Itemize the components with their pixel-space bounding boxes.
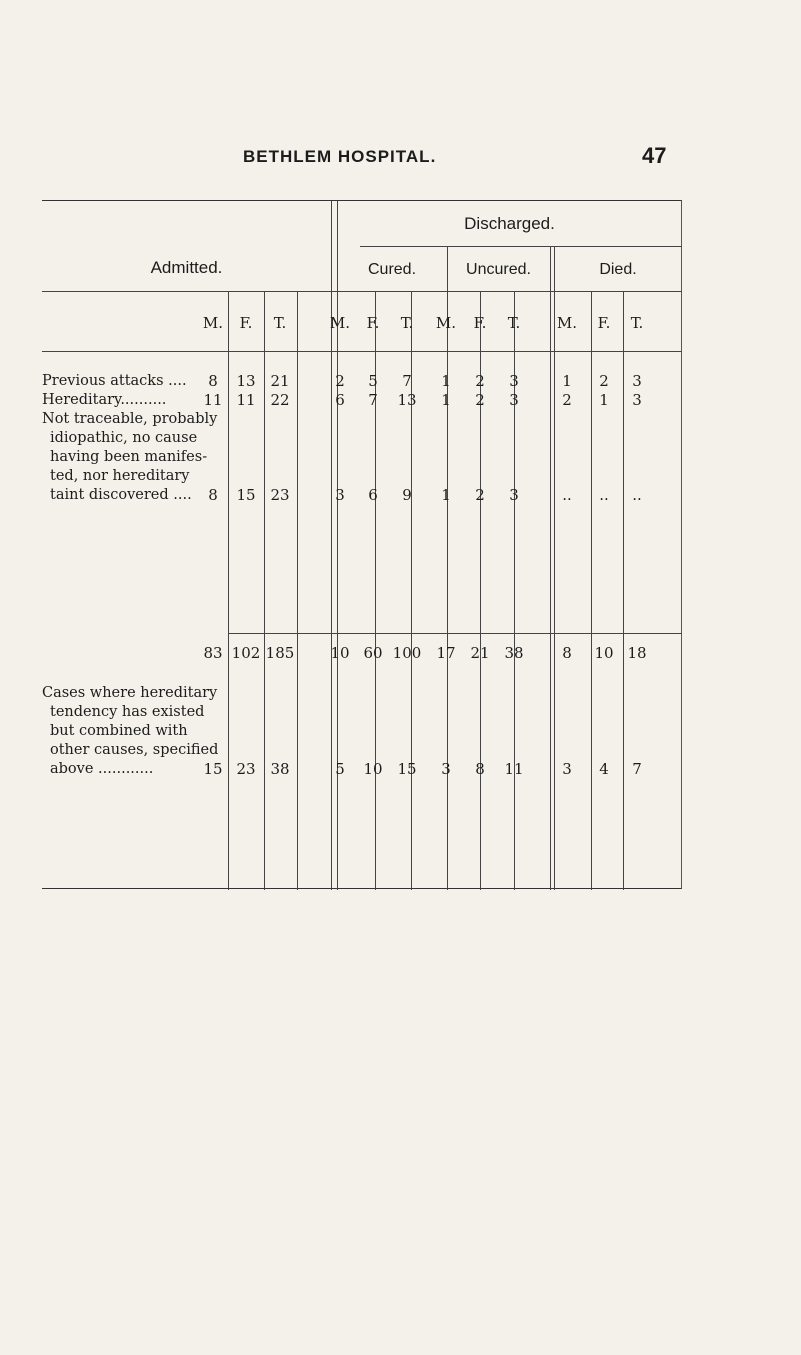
value-cell: 13 (397, 391, 417, 409)
rule-uncured-right-double (554, 246, 555, 890)
value-cell: 1 (441, 372, 451, 390)
row-label: Not traceable, probably (42, 411, 218, 427)
value-cell: 7 (632, 760, 642, 778)
rule-header-under (42, 291, 682, 292)
subhead-admitted-t: T. (273, 314, 287, 332)
value-cell: 4 (599, 760, 609, 778)
value-cell: 3 (632, 391, 642, 409)
value-cell: 3 (509, 391, 519, 409)
subhead-uncured-t: T. (507, 314, 521, 332)
subhead-admitted-f: F. (239, 314, 253, 332)
discharged-heading: Discharged. (464, 214, 555, 233)
uncured-heading: Uncured. (466, 261, 531, 278)
row-label: ted, nor hereditary (50, 468, 190, 484)
value-cell: .. (562, 486, 572, 504)
value-cell: 10 (363, 760, 383, 778)
value-cell: 1 (441, 486, 451, 504)
value-cell: 1 (599, 391, 609, 409)
subhead-cured-t: T. (400, 314, 414, 332)
value-cell: 3 (335, 486, 345, 504)
value-cell: 6 (335, 391, 345, 409)
subhead-uncured-f: F. (473, 314, 487, 332)
row-label: having been manifes- (50, 449, 208, 465)
running-title: BETHLEM HOSPITAL. (243, 147, 437, 166)
value-cell: 15 (236, 486, 256, 504)
subtotal-cell: 102 (231, 644, 261, 662)
value-cell: 1 (562, 372, 572, 390)
subhead-died-t: T. (630, 314, 644, 332)
value-cell: 7 (368, 391, 378, 409)
subtotal-cell: 17 (436, 644, 456, 662)
rule-cured-right (447, 246, 448, 890)
value-cell: 11 (203, 391, 223, 409)
value-cell: 13 (236, 372, 256, 390)
rule-uncured-right (550, 246, 551, 890)
value-cell: 21 (270, 372, 290, 390)
value-cell: 2 (475, 372, 485, 390)
running-header (0, 143, 801, 177)
value-cell: 3 (562, 760, 572, 778)
rule-admitted-right (331, 201, 332, 890)
cured-heading: Cured. (367, 261, 417, 278)
value-cell: 6 (368, 486, 378, 504)
subhead-cured-m: M. (329, 314, 351, 332)
rule-admitted-right-double (337, 201, 338, 890)
value-cell: 2 (562, 391, 572, 409)
row-label: Hereditary.......... (42, 392, 167, 408)
subtotal-cell: 10 (594, 644, 614, 662)
value-cell: 5 (368, 372, 378, 390)
row-label: above ............ (50, 761, 154, 777)
value-cell: 9 (402, 486, 412, 504)
subhead-uncured-m: M. (435, 314, 457, 332)
value-cell: 3 (509, 486, 519, 504)
value-cell: 8 (208, 372, 218, 390)
row-label: taint discovered .... (50, 487, 192, 503)
subtotal-cell: 185 (265, 644, 295, 662)
value-cell: 23 (270, 486, 290, 504)
subhead-cured-f: F. (366, 314, 380, 332)
row-label: Previous attacks .... (42, 373, 187, 389)
row-label: but combined with (50, 723, 188, 739)
subhead-died-f: F. (597, 314, 611, 332)
subhead-admitted-m: M. (202, 314, 224, 332)
subtotal-cell: 83 (203, 644, 223, 662)
row-label: Cases where hereditary (42, 685, 218, 701)
value-cell: 7 (402, 372, 412, 390)
died-heading: Died. (599, 261, 637, 278)
value-cell: .. (632, 486, 642, 504)
value-cell: 1 (441, 391, 451, 409)
admitted-heading: Admitted. (150, 258, 223, 277)
value-cell: 3 (632, 372, 642, 390)
value-cell: 8 (475, 760, 485, 778)
row-label: other causes, specified (50, 742, 219, 758)
value-cell: 2 (599, 372, 609, 390)
subtotal-cell: 10 (330, 644, 350, 662)
value-cell: 15 (397, 760, 417, 778)
value-cell: 22 (270, 391, 290, 409)
value-cell: 2 (475, 486, 485, 504)
subtotal-cell: 18 (627, 644, 647, 662)
value-cell: 3 (441, 760, 451, 778)
page-number: 47 (642, 143, 667, 168)
value-cell: 3 (509, 372, 519, 390)
statistics-table (42, 200, 682, 889)
rule-subtotal (228, 633, 682, 634)
value-cell: .. (599, 486, 609, 504)
value-cell: 11 (236, 391, 256, 409)
rule-subhead-under (42, 351, 682, 352)
value-cell: 2 (335, 372, 345, 390)
row-label: idiopathic, no cause (50, 430, 198, 446)
value-cell: 23 (236, 760, 256, 778)
value-cell: 15 (203, 760, 223, 778)
rule-discharged-under (360, 246, 682, 247)
subtotal-cell: 100 (392, 644, 422, 662)
subtotal-cell: 60 (363, 644, 383, 662)
row-label: tendency has existed (50, 704, 205, 720)
subtotal-cell: 8 (562, 644, 572, 662)
value-cell: 8 (208, 486, 218, 504)
value-cell: 2 (475, 391, 485, 409)
value-cell: 5 (335, 760, 345, 778)
value-cell: 11 (504, 760, 524, 778)
value-cell: 38 (270, 760, 290, 778)
subtotal-cell: 38 (504, 644, 524, 662)
subtotal-cell: 21 (470, 644, 490, 662)
subhead-died-m: M. (556, 314, 578, 332)
